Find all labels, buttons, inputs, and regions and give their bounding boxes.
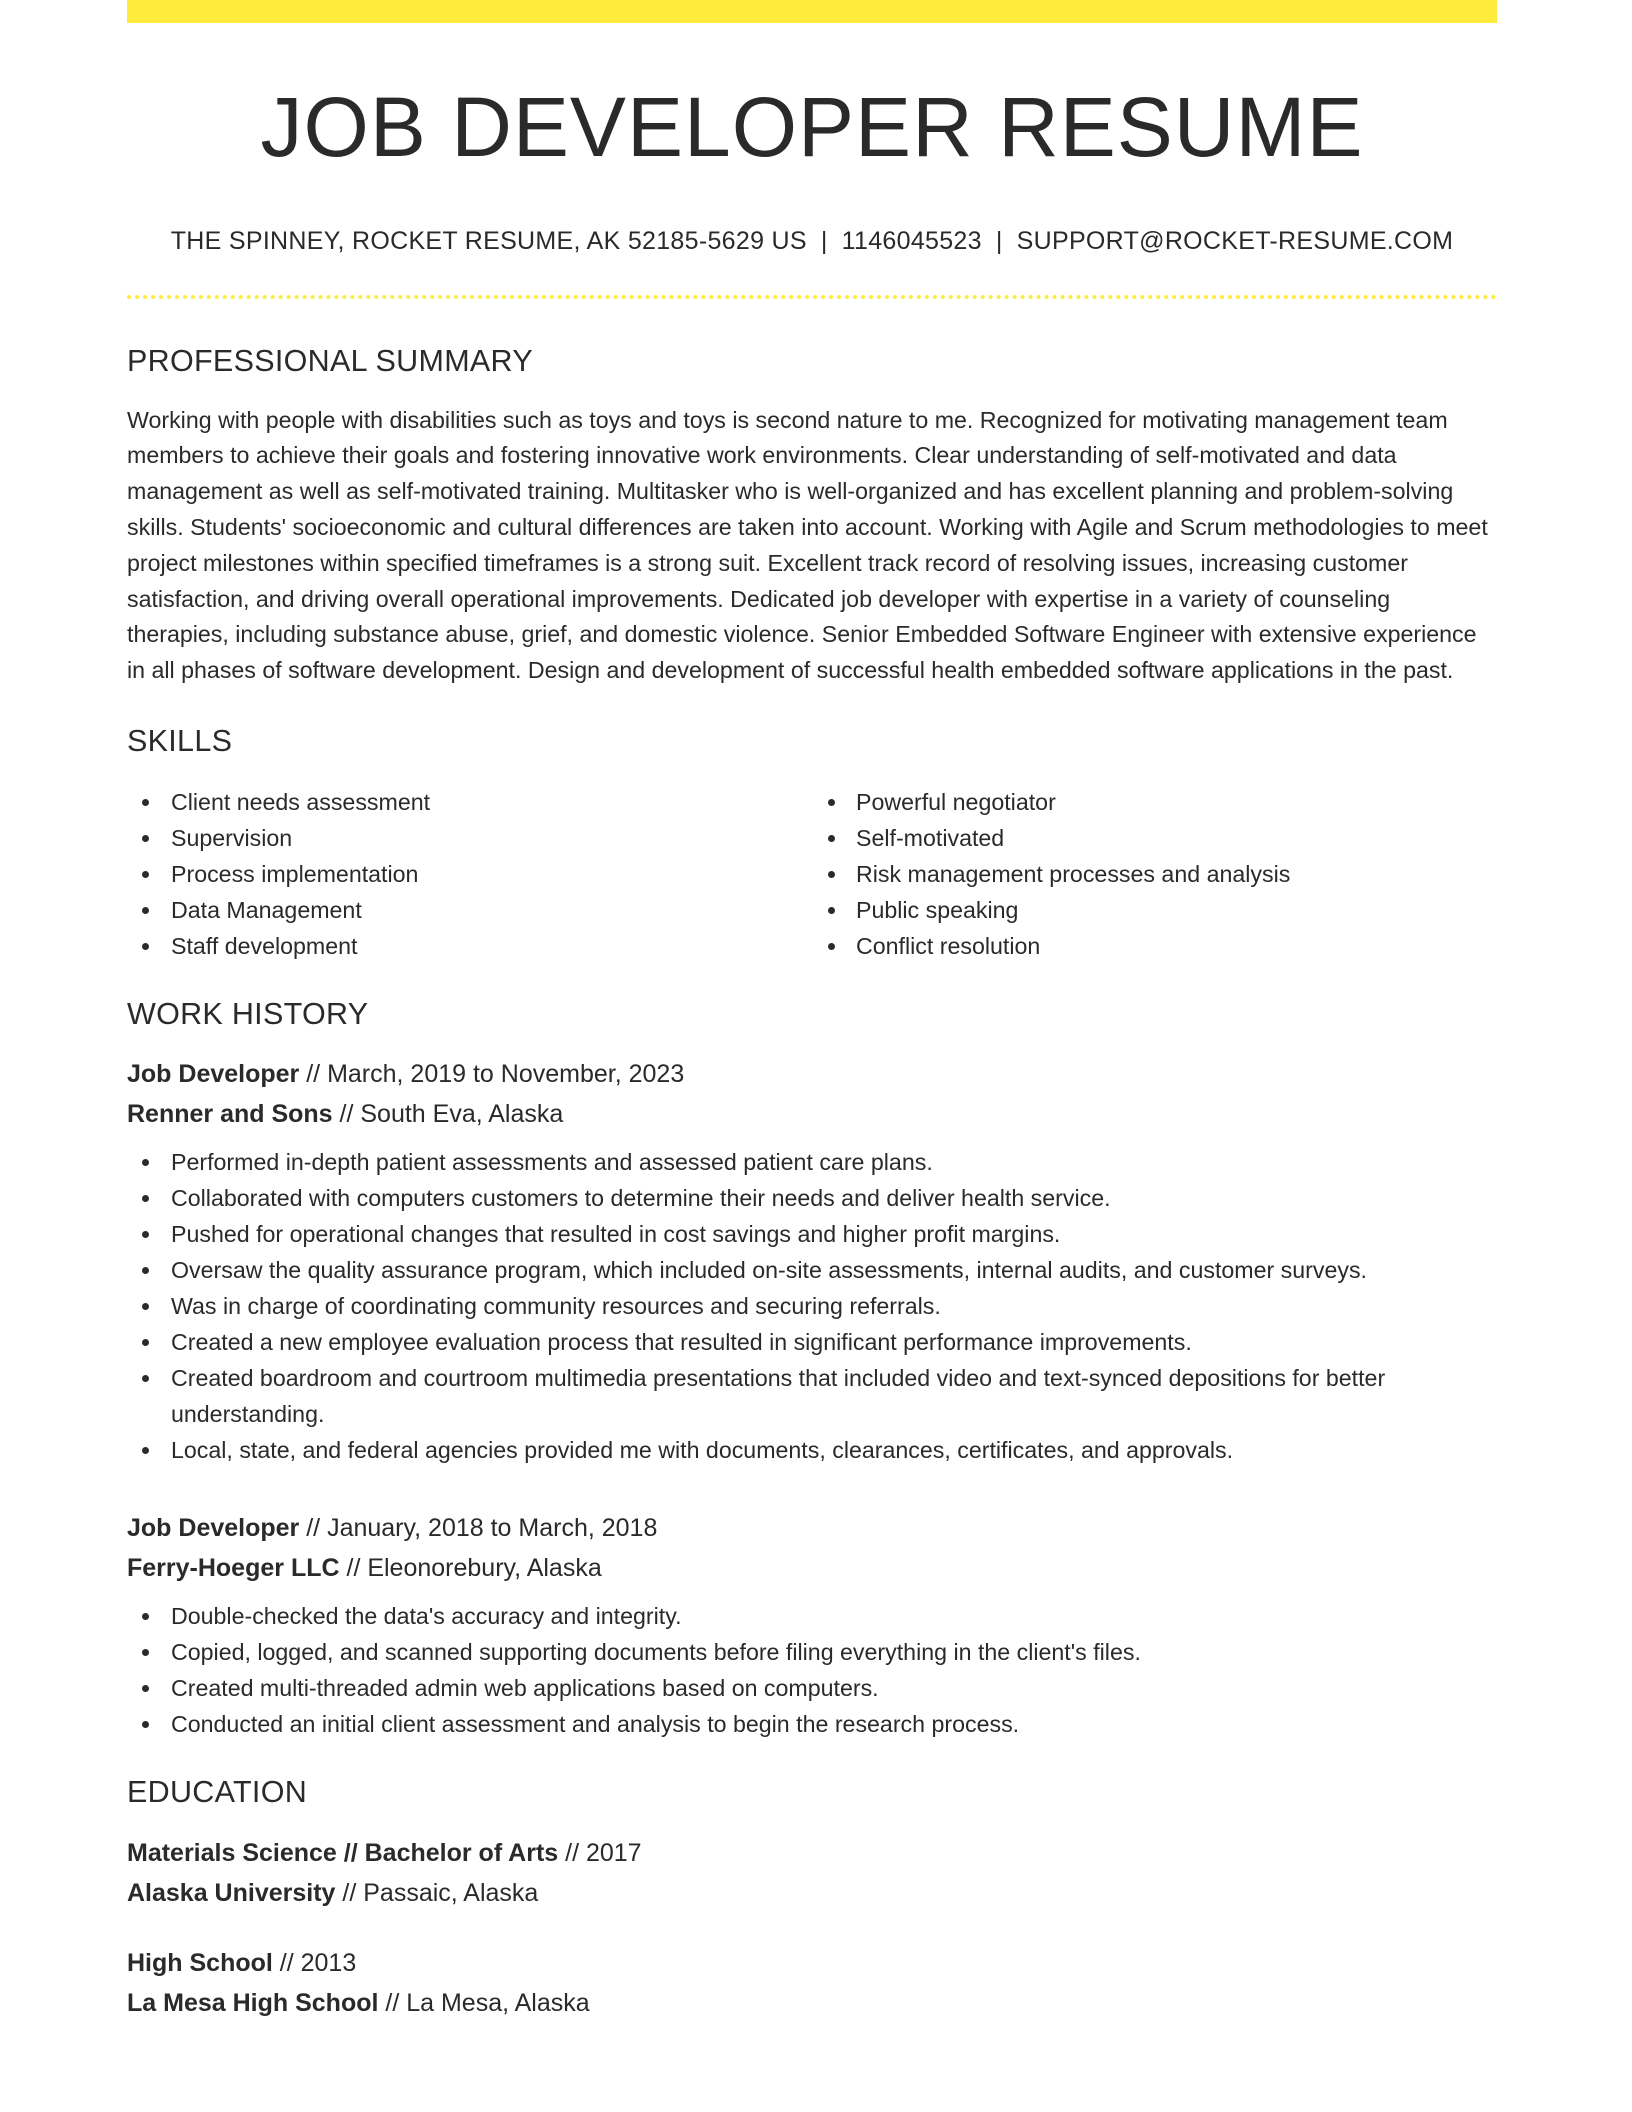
skill-item: Risk management processes and analysis bbox=[812, 856, 1497, 892]
job-bullet: Pushed for operational changes that resulted in cost savings and higher profit margins. bbox=[127, 1216, 1497, 1252]
education-school: La Mesa High School bbox=[127, 1988, 379, 2017]
job-bullet: Created a new employee evaluation process that resulted in significant performance improvements. bbox=[127, 1324, 1497, 1360]
address: THE SPINNEY, ROCKET RESUME, AK 52185-5629 US bbox=[170, 227, 807, 255]
education-degree-line bbox=[127, 1943, 1497, 1983]
contact-line bbox=[127, 227, 1497, 256]
job-role: Job Developer bbox=[127, 1060, 300, 1089]
education-heading: EDUCATION bbox=[127, 1775, 308, 1810]
skill-item: Public speaking bbox=[812, 892, 1497, 928]
education-year: // 2013 bbox=[272, 1948, 357, 1977]
job-company: Renner and Sons bbox=[127, 1100, 333, 1129]
work-history-heading: WORK HISTORY bbox=[127, 996, 369, 1031]
job-location: // Eleonorebury, Alaska bbox=[339, 1554, 602, 1583]
job-company-line bbox=[127, 1094, 1497, 1134]
phone: 1146045523 bbox=[841, 227, 982, 255]
job-bullet: Created multi-threaded admin web applications based on computers. bbox=[127, 1670, 1497, 1706]
education-entry bbox=[127, 1833, 1497, 1913]
education-year: // 2017 bbox=[558, 1838, 642, 1867]
summary-text: Working with people with disabilities such as toys and toys is second nature to me. Recognized for motivating management team members to achieve their goals and fostering innovative work environments. Clear understanding of self-motivated and data management as well as self-motivated training. Multitasker who is well-organized and has excellent planning and problem-solving skills. Students' socioeconomic and cultural differences are taken into account. Working with Agile and Scrum methodologies to meet project milestones within specified timeframes is a strong suit. Excellent track record of resolving issues, increasing customer satisfaction, and driving overall operational improvements. Dedicated job developer with expertise in a variety of counseling therapies, including substance abuse, grief, and domestic violence. Senior Embedded Software Engineer with extensive experience in all phases of software development. Design and development of successful health embedded software applications in the past. bbox=[127, 406, 1488, 684]
job-bullet: Conducted an initial client assessment and analysis to begin the research process. bbox=[127, 1706, 1497, 1742]
skill-item: Process implementation bbox=[127, 856, 812, 892]
job-location: // South Eva, Alaska bbox=[332, 1100, 564, 1129]
separator: | bbox=[995, 227, 1003, 255]
job-bullet: Copied, logged, and scanned supporting documents before filing everything in the client's files. bbox=[127, 1634, 1497, 1670]
education-degree: High School bbox=[127, 1948, 273, 1977]
job-entry bbox=[127, 1508, 1497, 1742]
skills-column-left bbox=[127, 784, 812, 964]
job-bullet: Was in charge of coordinating community resources and securing referrals. bbox=[127, 1288, 1497, 1324]
job-title-line bbox=[127, 1508, 1497, 1548]
education-entry bbox=[127, 1943, 1497, 2023]
resume-title: JOB DEVELOPER RESUME bbox=[260, 80, 1364, 174]
skill-item: Supervision bbox=[127, 820, 812, 856]
skill-item: Powerful negotiator bbox=[812, 784, 1497, 820]
job-bullet: Local, state, and federal agencies provided me with documents, clearances, certificates, and approvals. bbox=[127, 1432, 1497, 1468]
skill-item: Client needs assessment bbox=[127, 784, 812, 820]
skill-item: Conflict resolution bbox=[812, 928, 1497, 964]
dotted-divider bbox=[127, 295, 1497, 299]
job-role: Job Developer bbox=[127, 1514, 300, 1543]
job-bullet: Collaborated with computers customers to determine their needs and deliver health service. bbox=[127, 1180, 1497, 1216]
education-school: Alaska University bbox=[127, 1878, 336, 1907]
education-location: // Passaic, Alaska bbox=[335, 1878, 539, 1907]
separator: | bbox=[820, 227, 828, 255]
job-bullet: Performed in-depth patient assessments and assessed patient care plans. bbox=[127, 1144, 1497, 1180]
skills-column-right bbox=[812, 784, 1497, 964]
job-bullet: Created boardroom and courtroom multimedia presentations that included video and text-synced depositions for better understanding. bbox=[127, 1360, 1497, 1432]
job-bullets bbox=[127, 1598, 1497, 1742]
skill-item: Self-motivated bbox=[812, 820, 1497, 856]
skill-item: Data Management bbox=[127, 892, 812, 928]
top-accent-bar bbox=[127, 0, 1497, 23]
job-company: Ferry-Hoeger LLC bbox=[127, 1554, 340, 1583]
education-degree-line bbox=[127, 1833, 1497, 1873]
skill-item: Staff development bbox=[127, 928, 812, 964]
summary-heading: PROFESSIONAL SUMMARY bbox=[127, 344, 533, 378]
skills-list bbox=[127, 784, 1497, 964]
resume-page bbox=[127, 0, 1497, 2023]
email: SUPPORT@ROCKET-RESUME.COM bbox=[1016, 227, 1454, 255]
job-bullet: Double-checked the data's accuracy and integrity. bbox=[127, 1598, 1497, 1634]
skills-heading: SKILLS bbox=[127, 723, 233, 758]
job-bullet: Oversaw the quality assurance program, which included on-site assessments, internal audits, and customer surveys. bbox=[127, 1252, 1497, 1288]
education-degree: Materials Science // Bachelor of Arts bbox=[127, 1838, 559, 1867]
education-location: // La Mesa, Alaska bbox=[378, 1988, 590, 2017]
job-dates: // January, 2018 to March, 2018 bbox=[299, 1514, 658, 1543]
job-bullets bbox=[127, 1144, 1497, 1468]
education-school-line bbox=[127, 1873, 1497, 1913]
job-title-line bbox=[127, 1054, 1497, 1094]
job-entry bbox=[127, 1054, 1497, 1468]
job-company-line bbox=[127, 1548, 1497, 1588]
education-school-line bbox=[127, 1983, 1497, 2023]
job-dates: // March, 2019 to November, 2023 bbox=[299, 1060, 685, 1089]
